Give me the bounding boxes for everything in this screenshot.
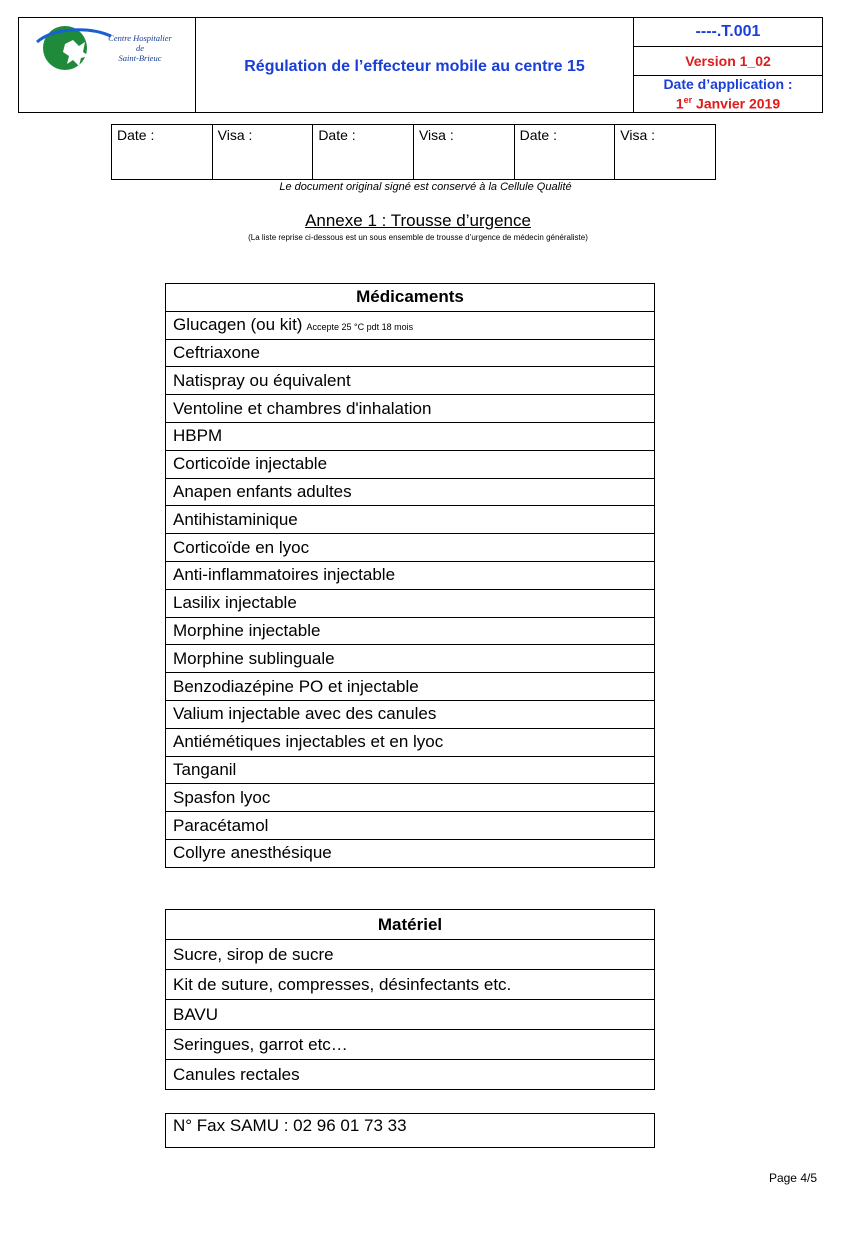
- table-row: [166, 784, 655, 812]
- signature-cell-visa-3: Visa :: [615, 125, 716, 180]
- table-row: [166, 839, 655, 867]
- application-date-value: [676, 92, 780, 112]
- medicament-item: Ventoline et chambres d'inhalation: [166, 395, 655, 423]
- signature-cell-date-2: Date :: [313, 125, 414, 180]
- table-row: [166, 311, 655, 339]
- signature-cell-date-1: Date :: [112, 125, 213, 180]
- medicament-item: Morphine injectable: [166, 617, 655, 645]
- table-row: [166, 1030, 655, 1060]
- medicament-item: Anti-inflammatoires injectable: [166, 561, 655, 589]
- page-number: Page 4/5: [768, 1171, 817, 1185]
- table-row: [166, 339, 655, 367]
- medicaments-header: Médicaments: [166, 284, 655, 312]
- logo-text: [95, 33, 185, 63]
- medicament-item: Valium injectable avec des canules: [166, 700, 655, 728]
- materiel-item: Canules rectales: [166, 1060, 655, 1090]
- table-row: [166, 395, 655, 423]
- medicament-item: Collyre anesthésique: [166, 839, 655, 867]
- medicament-item: HBPM: [166, 422, 655, 450]
- table-row: [166, 506, 655, 534]
- materiel-item: Kit de suture, compresses, désinfectants etc.: [166, 970, 655, 1000]
- materiel-item: Sucre, sirop de sucre: [166, 940, 655, 970]
- table-header-row: [166, 910, 655, 940]
- table-row: [166, 940, 655, 970]
- logo-text-line: Centre Hospitalier: [108, 33, 172, 43]
- original-document-note: Le document original signé est conservé à la Cellule Qualité: [279, 181, 572, 193]
- medicament-item: Morphine sublinguale: [166, 645, 655, 673]
- medicament-item: Natispray ou équivalent: [166, 367, 655, 395]
- medicaments-table: [165, 283, 655, 868]
- header-title-cell: [196, 18, 634, 112]
- medicament-item: Tanganil: [166, 756, 655, 784]
- logo-cell: [19, 18, 196, 112]
- table-row: [166, 645, 655, 673]
- table-row: [166, 561, 655, 589]
- materiel-item: BAVU: [166, 1000, 655, 1030]
- table-row: [166, 478, 655, 506]
- table-row: [166, 1060, 655, 1090]
- table-row: [166, 728, 655, 756]
- medicament-item: Antihistaminique: [166, 506, 655, 534]
- medicament-item: Anapen enfants adultes: [166, 478, 655, 506]
- signature-cell-date-3: Date :: [514, 125, 615, 180]
- table-row: [166, 367, 655, 395]
- medicament-item: Spasfon lyoc: [166, 784, 655, 812]
- table-row: [166, 422, 655, 450]
- date-suffix: er: [683, 95, 693, 106]
- medicament-item-note: Accepte 25 °C pdt 18 mois: [306, 322, 414, 333]
- table-row: [166, 450, 655, 478]
- application-date: [634, 76, 822, 112]
- medicament-item: Antiémétiques injectables et en lyoc: [166, 728, 655, 756]
- fax-number: N° Fax SAMU : 02 96 01 73 33: [166, 1114, 655, 1148]
- medicament-item: Paracétamol: [166, 812, 655, 840]
- fax-table: [165, 1113, 655, 1148]
- table-row: [166, 756, 655, 784]
- date-day: 1: [675, 96, 684, 112]
- signature-table: [111, 124, 716, 180]
- table-row: [166, 812, 655, 840]
- medicament-item: [166, 311, 655, 339]
- medicament-item: Benzodiazépine PO et injectable: [166, 673, 655, 701]
- table-row: [166, 1000, 655, 1030]
- logo-text-line: de: [135, 43, 145, 53]
- application-date-label: Date d’application :: [663, 76, 793, 93]
- annex-subtitle: (La liste reprise ci-dessous est un sous ensemble de trousse d’urgence de médecin généraliste): [248, 233, 588, 242]
- document-header: [18, 17, 823, 113]
- date-rest: Janvier 2019: [692, 96, 781, 112]
- medicament-item: Ceftriaxone: [166, 339, 655, 367]
- table-row: [166, 617, 655, 645]
- medicament-item: Corticoïde en lyoc: [166, 534, 655, 562]
- document-reference: ----.T.001: [634, 18, 822, 47]
- table-row: [166, 589, 655, 617]
- materiel-item: Seringues, garrot etc…: [166, 1030, 655, 1060]
- medicament-item-label: Glucagen (ou kit): [173, 315, 303, 335]
- signature-row: [112, 125, 716, 180]
- signature-cell-visa-1: Visa :: [212, 125, 313, 180]
- header-meta: [634, 18, 822, 112]
- table-row: [166, 534, 655, 562]
- signature-cell-visa-2: Visa :: [413, 125, 514, 180]
- table-header-row: [166, 284, 655, 312]
- materiel-table: [165, 909, 655, 1090]
- medicament-item: Corticoïde injectable: [166, 450, 655, 478]
- table-row: [166, 673, 655, 701]
- table-row: [166, 970, 655, 1000]
- logo-text-line: Saint-Brieuc: [118, 53, 162, 63]
- materiel-header: Matériel: [166, 910, 655, 940]
- annex-title: Annexe 1 : Trousse d’urgence: [305, 211, 531, 230]
- table-row: [166, 700, 655, 728]
- document-version: Version 1_02: [634, 47, 822, 76]
- medicament-item: Lasilix injectable: [166, 589, 655, 617]
- table-row: [166, 1114, 655, 1148]
- document-title: Régulation de l’effecteur mobile au centre 15: [244, 58, 585, 75]
